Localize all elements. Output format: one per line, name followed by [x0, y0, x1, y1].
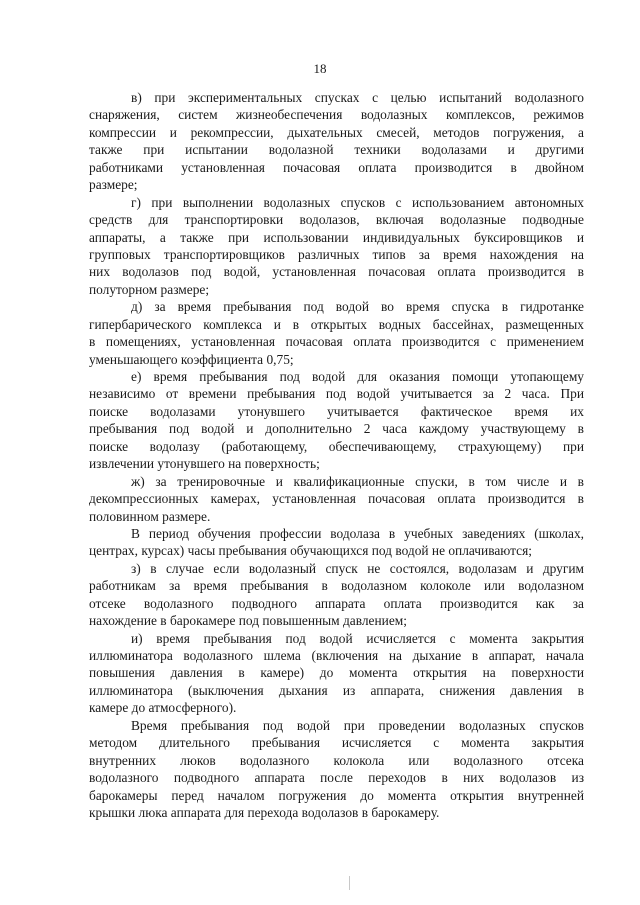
text-line: повышения давления в камере) до момента открытия на поверхности — [89, 665, 584, 681]
text-line: аппараты, а также при использовании индивидуальных буксировщиков и — [89, 229, 584, 245]
text-line: методом длительного пребывания исчисляется с момента закрытия — [89, 735, 584, 751]
text-line: и) время пребывания под водой исчисляется с момента закрытия — [131, 630, 584, 646]
text-line: извлечении утонувшего на поверхность; — [89, 456, 320, 472]
text-line: ж) за тренировочные и квалификационные спуски, в том числе и в — [131, 473, 584, 489]
text-line: крышки люка аппарата для перехода водолазов в барокамеру. — [89, 804, 440, 820]
document-body — [89, 89, 584, 821]
text-line: независимо от времени пребывания под водой учитывается за 2 часа. При — [89, 386, 584, 402]
text-line: размере; — [89, 177, 138, 193]
text-line: В период обучения профессии водолаза в учебных заведениях (школах, — [131, 525, 584, 541]
text-line: средств для транспортировки водолазов, включая водолазные подводные — [89, 212, 584, 228]
text-line: поиске водолазу (работающему, обеспечивающему, страхующему) при — [89, 438, 584, 454]
text-line: в) при экспериментальных спусках с целью испытаний водолазного — [131, 90, 584, 105]
text-line: также при испытании водолазной техники водолазами и другими — [89, 142, 584, 158]
text-line: иллюминатора (выключения дыхания из аппарата, снижения давления в — [89, 682, 584, 698]
paragraph — [89, 473, 584, 525]
text-line: камере до атмосферного). — [89, 700, 237, 716]
text-line: уменьшающего коэффициента 0,75; — [89, 351, 294, 367]
paragraph — [89, 717, 584, 822]
paragraph — [89, 368, 584, 473]
paragraph — [89, 194, 584, 299]
text-line: е) время пребывания под водой для оказания помощи утопающему — [131, 369, 584, 384]
text-line: них водолазов под водой, установленная почасовая оплата производится в — [89, 264, 584, 280]
paragraph — [89, 560, 584, 630]
text-line: з) в случае если водолазный спуск не состоялся, водолазам и другим — [131, 560, 584, 576]
text-line: работниками установленная почасовая оплата производится в двойном — [89, 159, 584, 175]
text-line: внутренних люков водолазного колокола или водолазного отсека — [89, 752, 584, 768]
paragraph — [89, 525, 584, 560]
paragraph — [89, 298, 584, 368]
text-line: снаряжения, систем жизнеобеспечения водолазных комплексов, режимов — [89, 107, 584, 123]
text-line: поиске водолазами утонувшего учитывается фактическое время их — [89, 403, 584, 419]
text-line: нахождение в барокамере под повышенным давлением; — [89, 613, 407, 629]
page-number: 18 — [313, 61, 327, 76]
text-line: гипербарического комплекса и в открытых водных бассейнах, размещенных — [89, 316, 584, 332]
text-line: водолазного подводного аппарата после переходов в них водолазов из — [89, 770, 584, 786]
text-line: групповых транспортировщиков различных типов за время нахождения на — [89, 246, 584, 262]
text-line: декомпрессионных камерах, установленная почасовая оплата производится в — [89, 491, 584, 507]
text-line: Время пребывания под водой при проведении водолазных спусков — [131, 717, 584, 733]
text-line: работникам за время пребывания в водолазном колоколе или водолазном — [89, 578, 584, 594]
paragraph — [89, 630, 584, 717]
text-line: д) за время пребывания под водой во время спуска в гидротанке — [131, 299, 584, 315]
text-line: полуторном размере; — [89, 281, 210, 297]
text-line: барокамеры перед началом погружения до момента открытия внутренней — [89, 787, 584, 803]
scan-artifact-mark — [349, 876, 350, 890]
text-line: пребывания под водой и дополнительно 2 часа каждому участвующему в — [89, 421, 584, 437]
text-line: центрах, курсах) часы пребывания обучающихся под водой не оплачиваются; — [89, 543, 532, 559]
paragraph — [89, 89, 584, 194]
text-line: компрессии и рекомпрессии, дыхательных смесей, методов погружения, а — [89, 124, 584, 140]
text-line: г) при выполнении водолазных спусков с использованием автономных — [131, 194, 584, 210]
text-line: отсеке водолазного подводного аппарата оплата производится как за — [89, 595, 584, 611]
text-line: в помещениях, установленная почасовая оплата производится с применением — [89, 334, 584, 350]
text-line: половинном размере. — [89, 508, 211, 524]
text-line: иллюминатора водолазного шлема (включения на дыхание в аппарат, начала — [89, 648, 584, 663]
